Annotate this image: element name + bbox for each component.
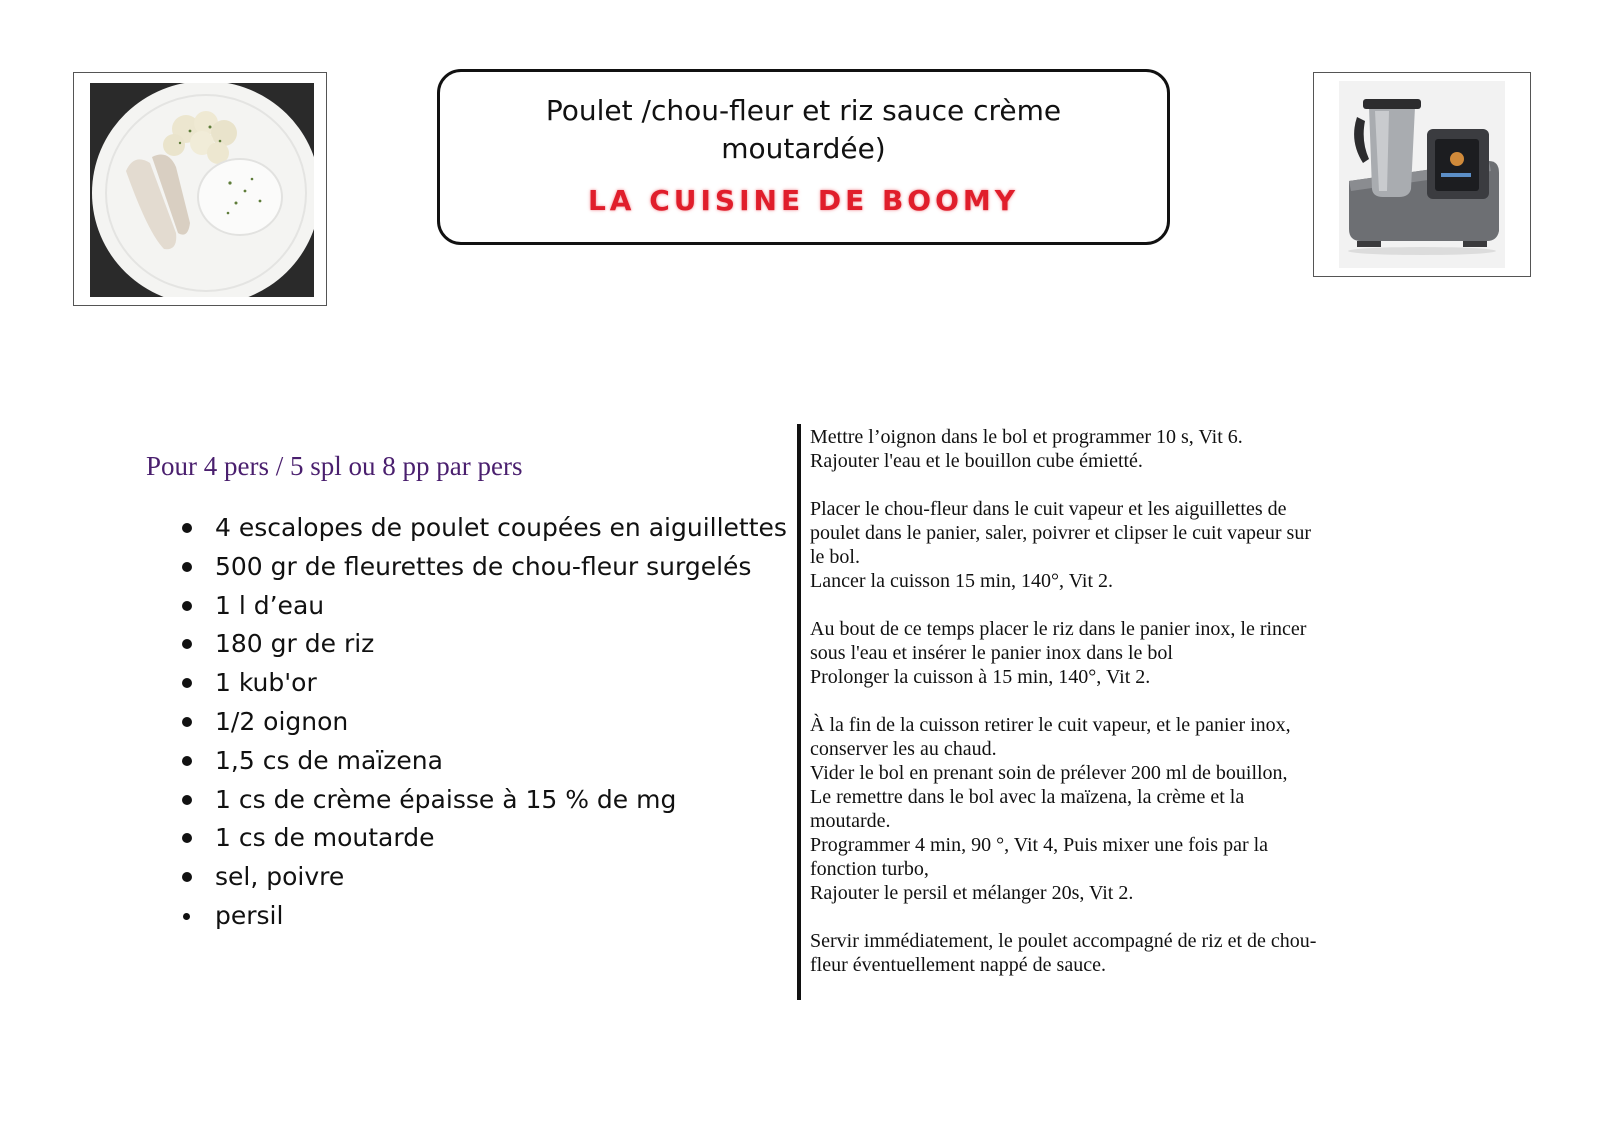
ingredient-text: 4 escalopes de poulet coupées en aiguillettes	[215, 513, 787, 542]
bullet-icon	[182, 833, 192, 843]
instruction-line: Programmer 4 min, 90 °, Vit 4, Puis mixer une fois par la	[810, 834, 1269, 856]
bullet-icon	[182, 601, 192, 611]
bullet-icon	[182, 795, 192, 805]
dish-photo-frame	[73, 72, 327, 306]
servings-info: Pour 4 pers / 5 spl ou 8 pp par pers	[146, 451, 523, 481]
ingredient-item	[178, 589, 787, 628]
ingredient-item	[178, 821, 787, 860]
ingredient-text: 1/2 oignon	[215, 706, 349, 736]
instruction-line: moutarde.	[810, 810, 891, 832]
instruction-line: sous l'eau et insérer le panier inox dans le bol	[810, 642, 1173, 664]
ingredient-text: 1 cs de crème épaisse à 15 % de mg	[215, 784, 677, 814]
instruction-line: Vider le bol en prenant soin de prélever 200 ml de bouillon,	[810, 762, 1288, 784]
instruction-line: Lancer la cuisson 15 min, 140°, Vit 2.	[810, 570, 1114, 592]
instruction-paragraph	[810, 929, 1410, 977]
instruction-line: conserver les au chaud.	[810, 738, 997, 760]
column-divider	[797, 424, 801, 1000]
instruction-line: le bol.	[810, 546, 860, 568]
instruction-line: Rajouter l'eau et le bouillon cube émietté.	[810, 450, 1143, 472]
ingredient-item	[178, 550, 787, 589]
ingredient-text: 500 gr de fleurettes de chou-fleur surgelés	[215, 551, 752, 581]
instruction-line: Rajouter le persil et mélanger 20s, Vit 2.	[810, 882, 1134, 904]
ingredient-text: 1 l d’eau	[215, 590, 325, 620]
ingredient-text: persil	[215, 900, 284, 930]
title-box	[437, 69, 1170, 245]
appliance-photo-frame	[1313, 72, 1531, 277]
ingredient-item	[178, 627, 787, 666]
ingredient-item	[178, 899, 787, 938]
instruction-paragraph	[810, 497, 1410, 593]
bullet-icon	[182, 678, 192, 688]
bullet-icon	[182, 872, 192, 882]
dish-illustration	[90, 83, 314, 297]
bullet-icon	[183, 913, 190, 920]
bullet-icon	[182, 756, 192, 766]
instruction-line: Prolonger la cuisson à 15 min, 140°, Vit 2.	[810, 666, 1151, 688]
instruction-line: Mettre l’oignon dans le bol et programmer 10 s, Vit 6.	[810, 426, 1243, 448]
instruction-line: fonction turbo,	[810, 858, 929, 880]
instruction-paragraph	[810, 713, 1410, 905]
ingredient-text: sel, poivre	[215, 862, 345, 892]
instruction-line: Servir immédiatement, le poulet accompagné de riz et de chou-	[810, 930, 1317, 952]
instruction-line: poulet dans le panier, saler, poivrer et clipser le cuit vapeur sur	[810, 522, 1311, 544]
appliance-illustration	[1339, 81, 1505, 268]
recipe-title-line1: Poulet /chou-fleur et riz sauce crème	[545, 94, 1062, 127]
bullet-icon	[182, 717, 192, 727]
instruction-line: Au bout de ce temps placer le riz dans le panier inox, le rincer	[810, 618, 1307, 640]
instruction-line: Le remettre dans le bol avec la maïzena, la crème et la	[810, 786, 1245, 808]
instruction-line: Placer le chou-fleur dans le cuit vapeur et les aiguillettes de	[810, 498, 1287, 520]
ingredient-text: 1 cs de moutarde	[215, 823, 435, 853]
instruction-line: À la fin de la cuisson retirer le cuit vapeur, et le panier inox,	[810, 714, 1291, 736]
bullet-icon	[182, 639, 192, 649]
brand-name: LA CUISINE DE BOOMY	[587, 184, 1020, 217]
recipe-title	[500, 92, 1107, 168]
ingredient-text: 1 kub'or	[215, 668, 317, 698]
instruction-line: fleur éventuellement nappé de sauce.	[810, 954, 1106, 976]
ingredient-item	[178, 705, 787, 744]
recipe-title-line2: moutardée)	[721, 132, 886, 165]
ingredient-item	[178, 860, 787, 899]
ingredient-text: 1,5 cs de maïzena	[215, 745, 443, 775]
dish-photo	[90, 83, 314, 297]
ingredients-list	[178, 511, 787, 938]
appliance-photo	[1339, 81, 1505, 268]
instruction-paragraph	[810, 425, 1410, 473]
instruction-paragraph	[810, 617, 1410, 689]
ingredient-item	[178, 666, 787, 705]
ingredient-item	[178, 744, 787, 783]
instructions	[810, 425, 1410, 1001]
ingredient-item	[178, 511, 787, 550]
bullet-icon	[182, 562, 192, 572]
bullet-icon	[182, 523, 192, 533]
ingredient-item	[178, 783, 787, 822]
ingredient-text: 180 gr de riz	[215, 629, 375, 659]
